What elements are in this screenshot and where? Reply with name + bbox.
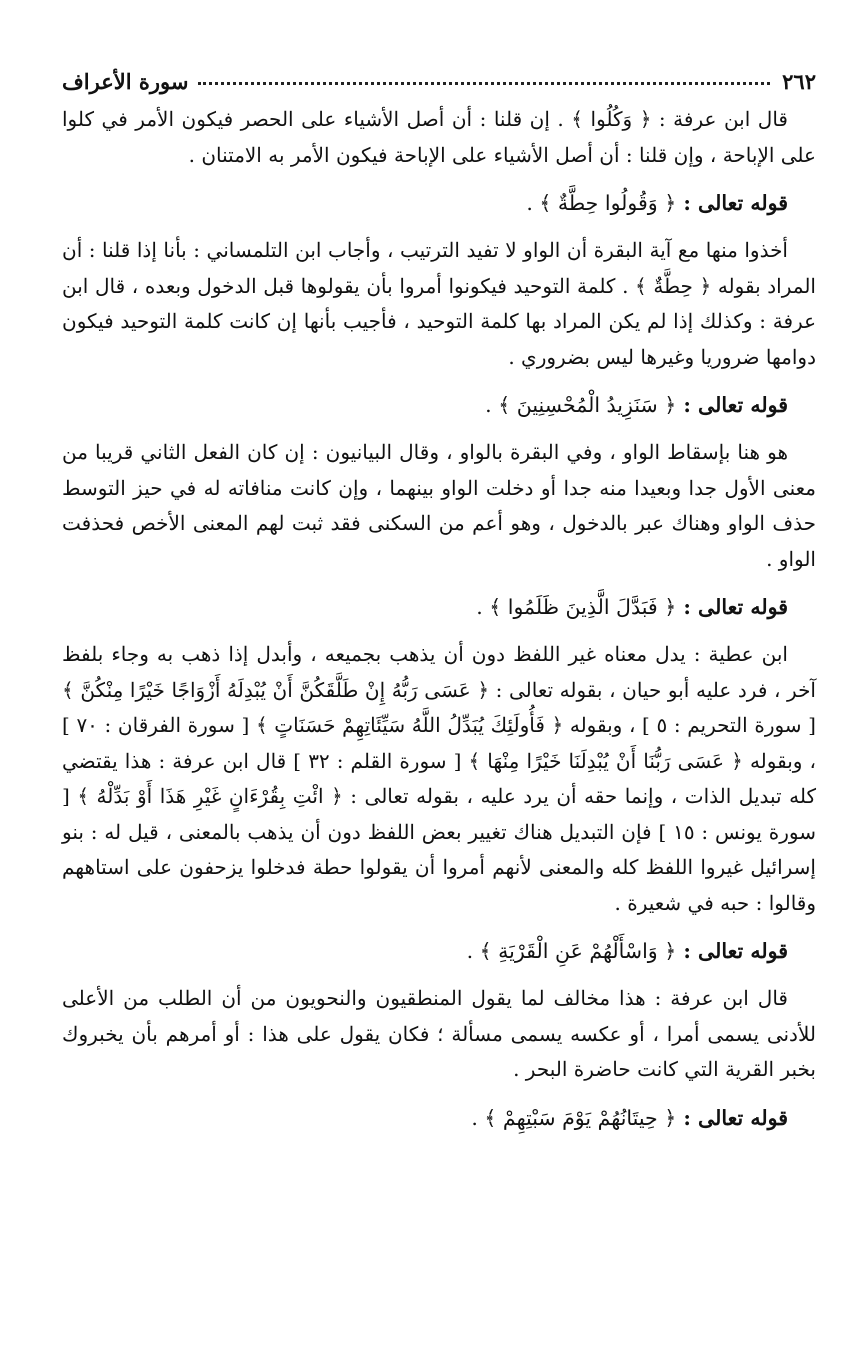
verse-heading [62,933,816,969]
verse-heading [62,387,816,423]
page-header [62,60,816,94]
surah-title: سورة الأعراف [62,69,189,94]
verse-lead: قوله تعالى : [676,939,788,963]
verse-lead: قوله تعالى : [676,191,788,215]
commentary-paragraph: ابن عطية : يدل معناه غير اللفظ دون أن يذهب بجميعه ، وأبدل إذا ذهب به وجاء بلفظ آخر ، فرد عليه أبو حيان ، بقوله تعالى : ﴿ عَسَى رَبُّهُ إِنْ طَلَّقَكُنَّ أَنْ يُبْدِلَهُ أَزْوَاجًا خَيْرًا مِنْكُنَّ ﴾ [ سورة التحريم : ٥ ] ، وبقوله ﴿ فَأُولَئِكَ يُبَدِّلُ اللَّهُ سَيِّئَاتِهِمْ حَسَنَاتٍ ﴾ [ سورة الفرقان : ٧٠ ] ، وبقوله ﴿ عَسَى رَبُّنَا أَنْ يُبْدِلَنَا خَيْرًا مِنْهَا ﴾ [ سورة القلم : ٣٢ ] قال ابن عرفة : هذا يقتضي كله تبديل الذات ، وإنما حقه أن يرد عليه ، بقوله تعالى : ﴿ ائْتِ بِقُرْءَانٍ غَيْرِ هَذَا أَوْ بَدِّلْهُ ﴾ [ سورة يونس : ١٥ ] فإن التبديل هناك تغيير بعض اللفظ دون أن يذهب بالمعنى ، قيل له : بنو إسرائيل غيروا اللفظ كله والمعنى لأنهم أمروا أن يقولوا حطة فدخلوا يزحفون على استاههم وقالوا : حبه في شعيرة . [62,642,817,915]
page-number: ٢٦٢ [782,69,816,94]
commentary-paragraph: هو هنا بإسقاط الواو ، وفي البقرة بالواو ، وقال البيانيون : إن كان الفعل الثاني قريبا من معنى الأول جدا وبعيدا منه جدا أو دخلت الواو بينهما ، وإن كانت منافاته له في حيز التوسط حذف الواو وهناك عبر بالدخول ، وهو أعم من السكنى فقد ثبت لهم المعنى الأخص فحذفت الواو . [62,440,816,571]
quran-quote: ﴿ وَقُولُوا حِطَّةٌ ﴾ . [526,191,677,215]
verse-heading [62,185,816,221]
verse-lead: قوله تعالى : [676,393,788,417]
commentary-paragraph: أخذوا منها مع آية البقرة أن الواو لا تفيد الترتيب ، وأجاب ابن التلمساني : بأنا إذا قلنا : أن المراد بقوله ﴿ حِطَّةٌ ﴾ . كلمة التوحيد فيكونوا أمروا بأن يقولوها قبل الدخول وبعده ، قال ابن عرفة : وكذلك إذا لم يكن المراد بها كلمة التوحيد ، فأجيب بأنها إن كانت كلمة التوحيد فيكون دوامها ضروريا وغيرها ليس بضروري . [62,238,816,369]
verse-heading [62,1100,816,1136]
verse-lead: قوله تعالى : [676,1105,788,1130]
book-page [62,60,816,1352]
quran-quote: ﴿ سَنَزِيدُ الْمُحْسِنِينَ ﴾ . [485,393,677,417]
commentary-paragraph: قال ابن عرفة : هذا مخالف لما يقول المنطقيون والنحويون من أن الطلب من الأعلى للأدنى يسمى أمرا ، أو عكسه يسمى مسألة ؛ فكان يقول على هذا : أو أمرهم بأن يخبروك بخبر القرية التي كانت حاضرة البحر . [62,986,816,1081]
verse-lead: قوله تعالى : [676,595,788,619]
quran-quote: ﴿ حِيتَانُهُمْ يَوْمَ سَبْتِهِمْ ﴾ . [471,1105,677,1130]
commentary-paragraph: قال ابن عرفة : ﴿ وَكُلُوا ﴾ . إن قلنا : أن أصل الأشياء على الحصر فيكون الأمر في كلوا على الإباحة ، وإن قلنا : أن أصل الأشياء على الإباحة فيكون الأمر به الامتنان . [62,107,816,167]
page-body [62,102,816,1136]
quran-quote: ﴿ وَاسْأَلْهُمْ عَنِ الْقَرْيَةِ ﴾ . [466,939,677,963]
header-dotted-leader [198,82,770,85]
quran-quote: ﴿ فَبَدَّلَ الَّذِينَ ظَلَمُوا ﴾ . [476,595,677,619]
verse-heading [62,589,816,625]
